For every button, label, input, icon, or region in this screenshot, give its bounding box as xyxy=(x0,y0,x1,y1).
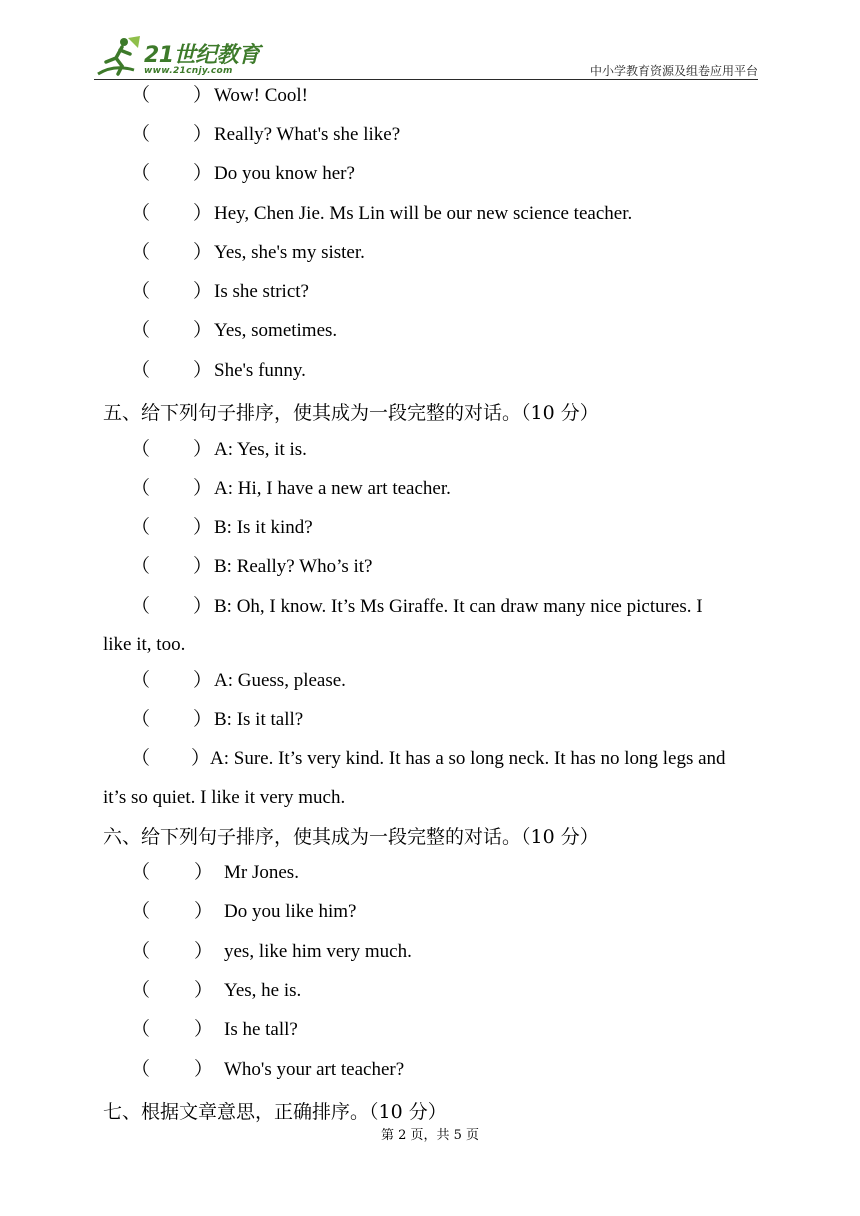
runner-logo-icon xyxy=(94,34,144,80)
answer-blank-close: ） xyxy=(193,556,213,577)
answer-blank-open[interactable]: （ xyxy=(131,320,151,341)
item-text-continued: like it, too. xyxy=(103,634,186,655)
item-text: B: Is it kind? xyxy=(214,517,313,538)
answer-blank-open[interactable]: （ xyxy=(131,901,151,922)
answer-blank-close: ） xyxy=(193,85,213,106)
platform-name: 中小学教育资源及组卷应用平台 xyxy=(589,64,758,78)
answer-blank-open[interactable]: （ xyxy=(131,1059,151,1080)
answer-blank-close: ） xyxy=(194,901,214,922)
item-text: Do you know her? xyxy=(214,163,355,184)
answer-blank-close: ） xyxy=(191,748,211,769)
item-text: A: Sure. It’s very kind. It has a so long neck. It has no long legs and xyxy=(210,748,726,769)
answer-blank-open[interactable]: （ xyxy=(131,670,151,691)
answer-blank-close: ） xyxy=(193,281,213,302)
item-text: A: Guess, please. xyxy=(214,670,346,691)
answer-blank-close: ） xyxy=(193,439,213,460)
answer-blank-close: ） xyxy=(194,1059,214,1080)
answer-blank-open[interactable]: （ xyxy=(131,941,151,962)
answer-blank-close: ） xyxy=(193,242,213,263)
item-text: B: Really? Who’s it? xyxy=(214,556,373,577)
answer-blank-close: ） xyxy=(193,596,213,617)
answer-blank-open[interactable]: （ xyxy=(131,242,151,263)
answer-blank-open[interactable]: （ xyxy=(131,517,151,538)
answer-blank-open[interactable]: （ xyxy=(131,360,151,381)
item-text: A: Yes, it is. xyxy=(214,439,307,460)
answer-blank-close: ） xyxy=(193,203,213,224)
brand-url: www.21cnjy.com xyxy=(144,66,233,76)
answer-blank-close: ） xyxy=(194,1019,214,1040)
answer-blank-open[interactable]: （ xyxy=(131,862,151,883)
answer-blank-close: ） xyxy=(193,709,213,730)
item-text: Really? What's she like? xyxy=(214,124,401,145)
answer-blank-close: ） xyxy=(193,320,213,341)
item-text: She's funny. xyxy=(214,360,306,381)
answer-blank-close: ） xyxy=(194,980,214,1001)
answer-blank-open[interactable]: （ xyxy=(131,439,151,460)
item-text: B: Oh, I know. It’s Ms Giraffe. It can draw many nice pictures. I xyxy=(214,596,703,617)
page-footer: 第 2 页，共 5 页 xyxy=(380,1128,480,1143)
answer-blank-open[interactable]: （ xyxy=(131,281,151,302)
item-text: Wow! Cool! xyxy=(214,85,308,106)
brand-name: 21世纪教育 xyxy=(144,43,260,68)
answer-blank-open[interactable]: （ xyxy=(131,709,151,730)
answer-blank-open[interactable]: （ xyxy=(131,556,151,577)
answer-blank-open[interactable]: （ xyxy=(131,478,151,499)
answer-blank-close: ） xyxy=(193,478,213,499)
answer-blank-close: ） xyxy=(193,124,213,145)
answer-blank-close: ） xyxy=(194,941,214,962)
answer-blank-close: ） xyxy=(194,862,214,883)
item-text: Mr Jones. xyxy=(224,862,299,883)
item-text: Yes, she's my sister. xyxy=(214,242,365,263)
section-title-7: 七、根据文章意思，正确排序。（10 分） xyxy=(103,1101,447,1123)
item-text: Yes, he is. xyxy=(224,980,302,1001)
item-text: A: Hi, I have a new art teacher. xyxy=(214,478,451,499)
answer-blank-open[interactable]: （ xyxy=(131,980,151,1001)
header-divider xyxy=(94,79,758,80)
item-text: Do you like him? xyxy=(224,901,357,922)
answer-blank-open[interactable]: （ xyxy=(131,124,151,145)
section-title-6: 六、给下列句子排序，使其成为一段完整的对话。（10 分） xyxy=(103,826,599,848)
answer-blank-open[interactable]: （ xyxy=(131,1019,151,1040)
answer-blank-open[interactable]: （ xyxy=(131,163,151,184)
item-text-continued: it’s so quiet. I like it very much. xyxy=(103,787,346,808)
item-text: yes, like him very much. xyxy=(224,941,412,962)
answer-blank-open[interactable]: （ xyxy=(131,203,151,224)
page-header xyxy=(94,30,758,82)
answer-blank-open[interactable]: （ xyxy=(131,596,151,617)
answer-blank-close: ） xyxy=(193,517,213,538)
section-title-5: 五、给下列句子排序，使其成为一段完整的对话。（10 分） xyxy=(103,402,599,424)
item-text: Yes, sometimes. xyxy=(214,320,338,341)
item-text: B: Is it tall? xyxy=(214,709,304,730)
answer-blank-close: ） xyxy=(193,360,213,381)
item-text: Is she strict? xyxy=(214,281,309,302)
item-text: Hey, Chen Jie. Ms Lin will be our new science teacher. xyxy=(214,203,633,224)
answer-blank-open[interactable]: （ xyxy=(131,85,151,106)
item-text: Who's your art teacher? xyxy=(224,1059,405,1080)
brand-logo xyxy=(94,34,264,80)
answer-blank-close: ） xyxy=(193,163,213,184)
item-text: Is he tall? xyxy=(224,1019,298,1040)
answer-blank-open[interactable]: （ xyxy=(131,748,151,769)
answer-blank-close: ） xyxy=(193,670,213,691)
